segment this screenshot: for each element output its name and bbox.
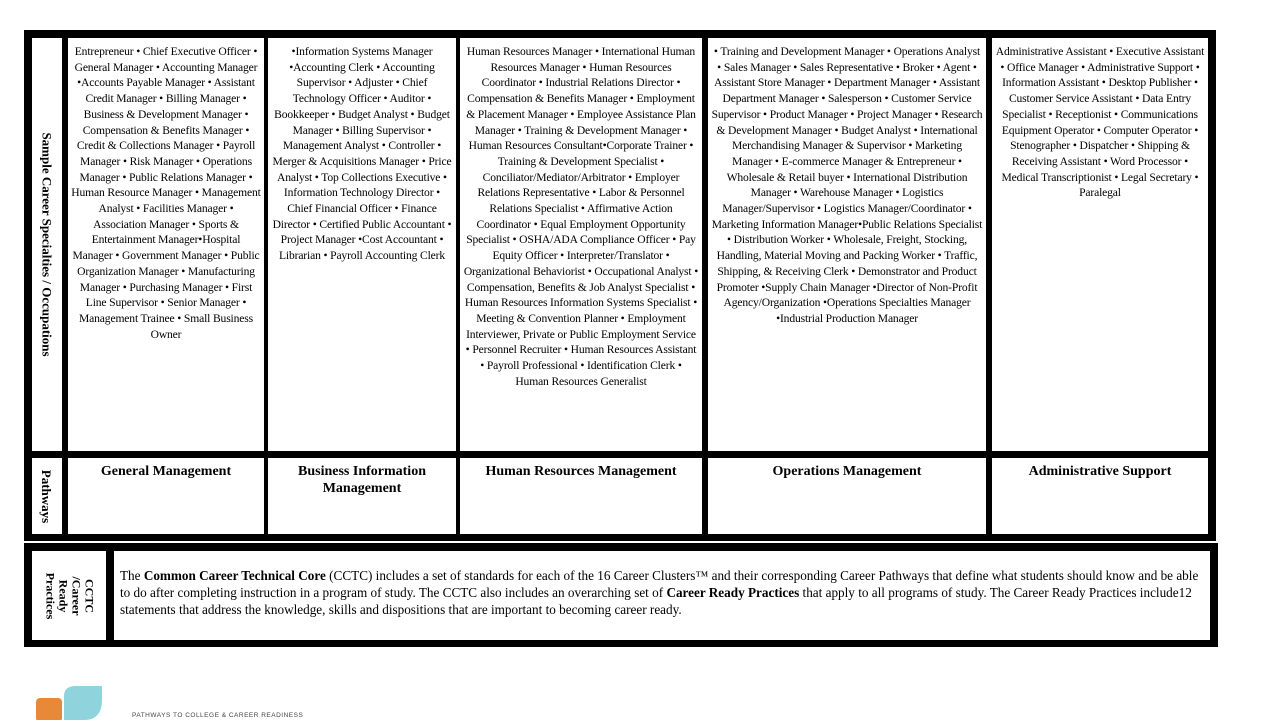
pathways-logo-icon bbox=[36, 686, 106, 720]
cctc-bold-common-career-technical-core: Common Career Technical Core bbox=[143, 568, 326, 583]
occupations-general-management: Entrepreneur • Chief Executive Officer • General Manager • Accounting Manager •Accounts Payable Manager • Assistant Credit Manager • Billing Manager • Business & Development Manager • Compensation & Benefits Manager • Credit & Collections Manager • Payroll Manager • Risk Manager • Operations Manager • Public Relations Manager • Human Resource Manager • Management Analyst • Facilities Manager • Association Manager • Sports & Entertainment Manager•Hospital Manager • Government Manager • Public Organization Manager • Manufacturing Manager • Purchasing Manager • First Line Supervisor • Senior Manager • Management Trainee • Small Business Owner bbox=[68, 38, 264, 451]
pathway-administrative-support: Administrative Support bbox=[992, 458, 1208, 534]
cctc-text-3: that apply to all programs of study. The Career Ready Practices include12 statements that address the knowledge, skills and dispositions that are important to becoming career ready. bbox=[120, 585, 1192, 617]
cctc-box bbox=[24, 543, 1218, 647]
occupations-human-resources-management: Human Resources Manager • International Human Resources Manager • Human Resources Coordinator • Industrial Relations Director • Compensation & Benefits Manager • Employment & Placement Manager • Employee Assistance Plan Manager • Training & Development Manager • Human Resources Consultant•Corporate Trainer • Training & Development Specialist • Conciliator/Mediator/Arbitrator • Employer Relations Representative • Labor & Personnel Relations Specialist • Affirmative Action Coordinator • Equal Employment Opportunity Specialist • OSHA/ADA Compliance Officer • Pay Equity Officer • Interpreter/Translator • Organizational Behaviorist • Occupational Analyst • Compensation, Benefits & Job Analyst Specialist • Human Resources Information Systems Specialist • Meeting & Convention Planner • Employment Interviewer, Private or Public Employment Service • Personnel Recruiter • Human Resources Assistant • Payroll Professional • Identification Clerk • Human Resources Generalist bbox=[460, 38, 702, 451]
cctc-label-text bbox=[43, 572, 95, 619]
occupations-operations-management: • Training and Development Manager • Operations Analyst • Sales Manager • Sales Representative • Broker • Agent • Assistant Store Manager • Department Manager • Assistant Department Manager • Salesperson • Customer Service Supervisor • Product Manager • Project Manager • Research & Development Manager • Budget Analyst • International Merchandising Manager & Supervisor • Marketing Manager • E-commerce Manager & Entrepreneur • Wholesale & Retail buyer • International Distribution Manager • Warehouse Manager • Logistics Manager/Supervisor • Logistics Manager/Coordinator • Marketing Information Manager•Public Relations Specialist • Distribution Worker • Wholesale, Freight, Stocking, Handling, Material Moving and Packing Worker • Traffic, Shipping, & Receiving Clerk • Demonstrator and Product Promoter •Supply Chain Manager •Director of Non-Profit Agency/Organization •Operations Specialties Manager •Industrial Production Manager bbox=[708, 38, 986, 451]
specialties-row-label bbox=[32, 38, 62, 451]
occupations-business-information-management: •Information Systems Manager •Accounting Clerk • Accounting Supervisor • Adjuster • Chief Technology Officer • Auditor • Bookkeeper • Budget Analyst • Budget Manager • Billing Supervisor • Management Analyst • Controller • Merger & Acquisitions Manager • Price Analyst • Top Collections Executive • Information Technology Director • Chief Financial Officer • Finance Director • Certified Public Accountant • Project Manager •Cost Accountant • Librarian • Payroll Accounting Clerk bbox=[268, 38, 456, 451]
occupations-administrative-support: Administrative Assistant • Executive Assistant • Office Manager • Administrative Support • Information Assistant • Desktop Publisher • Customer Service Assistant • Data Entry Specialist • Receptionist • Communications Equipment Operator • Computer Operator • Stenographer • Dispatcher • Shipping & Receiving Assistant • Word Processor • Medical Transcriptionist • Legal Secretary • Paralegal bbox=[992, 38, 1208, 451]
cctc-label-line-2: /Career bbox=[68, 575, 83, 616]
cctc-text-1: The bbox=[120, 568, 144, 583]
specialties-label-text: Sample Career Specialties / Occupations bbox=[39, 132, 55, 357]
footer-tagline: PATHWAYS TO COLLEGE & CAREER READINESS bbox=[132, 712, 304, 719]
cctc-label-line-4: Practices bbox=[42, 572, 57, 619]
pathway-operations-management: Operations Management bbox=[708, 458, 986, 534]
pathway-human-resources-management: Human Resources Management bbox=[460, 458, 702, 534]
logo-orange-shape bbox=[36, 698, 62, 720]
occupations-table bbox=[24, 30, 1216, 541]
pathway-business-information-management: Business Information Management bbox=[268, 458, 456, 534]
cctc-text-2: (CCTC) includes a set of standards for each of the 16 Career Clusters™ and their corresponding Career Pathways that define what students should know and be able to do after completing instruction in a program of study. The CCTC also includes an overarching set of bbox=[120, 568, 1199, 600]
logo-teal-shape bbox=[64, 686, 102, 720]
cctc-label bbox=[32, 551, 106, 640]
pathway-general-management: General Management bbox=[68, 458, 264, 534]
pathways-label-text: Pathways bbox=[39, 469, 55, 523]
cctc-bold-career-ready-practices: Career Ready Practices bbox=[666, 585, 800, 600]
cctc-label-line-3: Ready bbox=[55, 579, 70, 612]
cctc-description bbox=[114, 551, 1210, 640]
cctc-label-line-1: CCTC bbox=[81, 578, 96, 613]
pathways-row-label bbox=[32, 458, 62, 534]
